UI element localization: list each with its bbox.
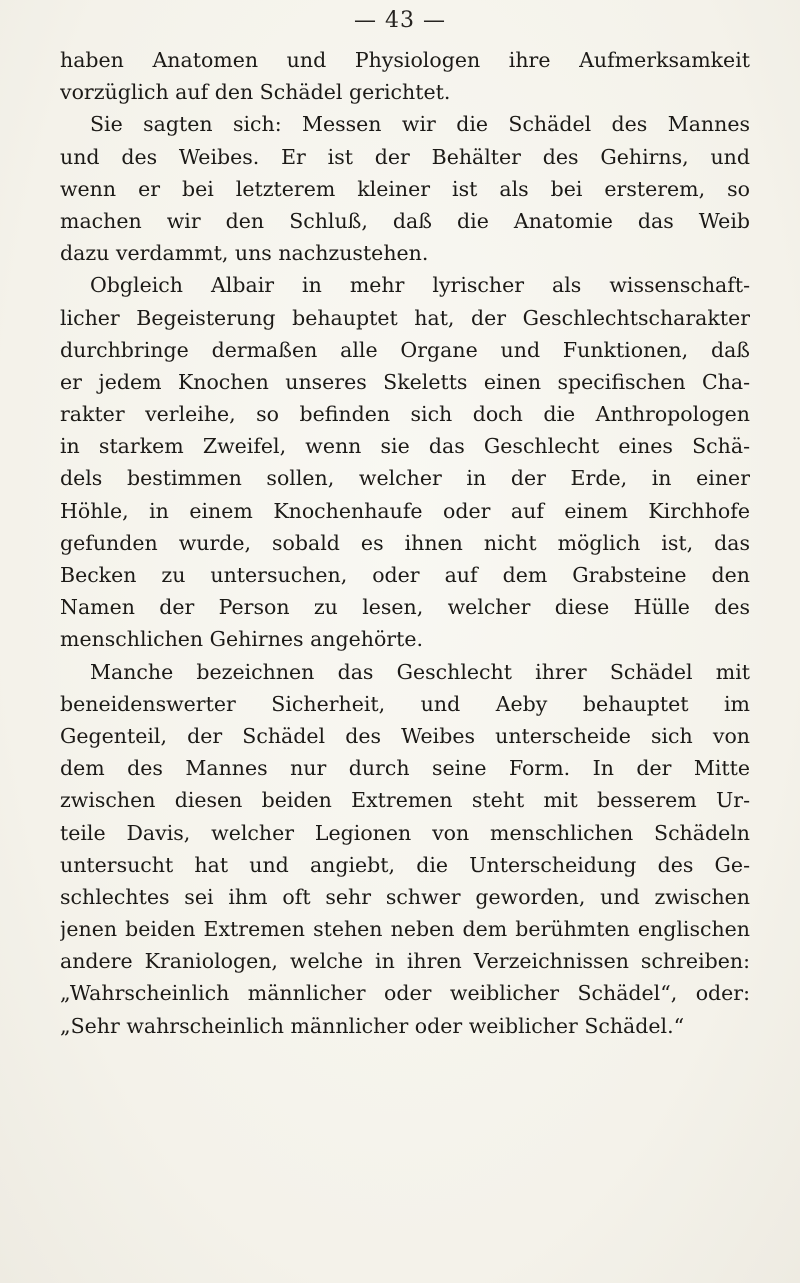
text-line: haben Anatomen und Physiologen ihre Aufmerksamkeit	[60, 48, 750, 72]
text-line: teile Davis, welcher Legionen von menschlichen Schädeln	[60, 820, 750, 845]
body-text	[60, 44, 750, 1042]
text-line: wenn er bei letzterem kleiner ist als bei ersterem, so	[60, 176, 750, 201]
text-line: machen wir den Schluß, daß die Anatomie das Weib	[60, 208, 750, 233]
text-line: Gegenteil, der Schädel des Weibes unterscheide sich von	[60, 723, 750, 748]
text-line: in starkem Zweifel, wenn sie das Geschlecht eines Schä-	[60, 434, 750, 459]
text-line: schlechtes sei ihm oft sehr schwer geworden, und zwischen	[60, 884, 750, 909]
text-line: Höhle, in einem Knochenhaufe oder auf einem Kirchhofe	[60, 498, 750, 523]
text-line: er jedem Knochen unseres Skeletts einen specifischen Cha-	[60, 369, 750, 394]
text-line: Namen der Person zu lesen, welcher diese Hülle des	[60, 595, 750, 620]
text-line: dem des Mannes nur durch seine Form. In der Mitte	[60, 756, 750, 781]
text-line: Sie sagten sich: Messen wir die Schädel des Mannes	[90, 112, 750, 137]
text-line: Obgleich Albair in mehr lyrischer als wissenschaft-	[90, 273, 750, 298]
text-line: menschlichen Gehirnes angehörte.	[60, 627, 423, 652]
text-line: durchbringe dermaßen alle Organe und Funktionen, daß	[60, 337, 750, 362]
text-line: zwischen diesen beiden Extremen steht mit besserem Ur-	[60, 788, 750, 813]
text-line: andere Kraniologen, welche in ihren Verzeichnissen schreiben:	[60, 949, 750, 974]
text-line: „Wahrscheinlich männlicher oder weiblicher Schädel“, oder:	[60, 981, 750, 1006]
text-line: beneidenswerter Sicherheit, und Aeby behauptet im	[60, 691, 750, 716]
text-line: dazu verdammt, uns nachzustehen.	[60, 241, 429, 266]
text-line: gefunden wurde, sobald es ihnen nicht möglich ist, das	[60, 530, 750, 555]
text-line: vorzüglich auf den Schädel gerichtet.	[60, 80, 451, 105]
text-line: rakter verleihe, so befinden sich doch die Anthropologen	[60, 402, 750, 427]
text-line: licher Begeisterung behauptet hat, der Geschlechtscharakter	[60, 305, 750, 330]
page-number: — 43 —	[354, 8, 446, 33]
text-line: Becken zu untersuchen, oder auf dem Grabsteine den	[60, 563, 750, 587]
text-line: „Sehr wahrscheinlich männlicher oder weiblicher Schädel.“	[60, 1013, 685, 1038]
text-line: Manche bezeichnen das Geschlecht ihrer Schädel mit	[90, 659, 750, 684]
text-line: jenen beiden Extremen stehen neben dem berühmten englischen	[60, 917, 750, 942]
text-line: und des Weibes. Er ist der Behälter des Gehirns, und	[60, 144, 750, 169]
text-line: untersucht hat und angiebt, die Unterscheidung des Ge-	[60, 852, 750, 877]
text-line: dels bestimmen sollen, welcher in der Erde, in einer	[60, 466, 750, 491]
